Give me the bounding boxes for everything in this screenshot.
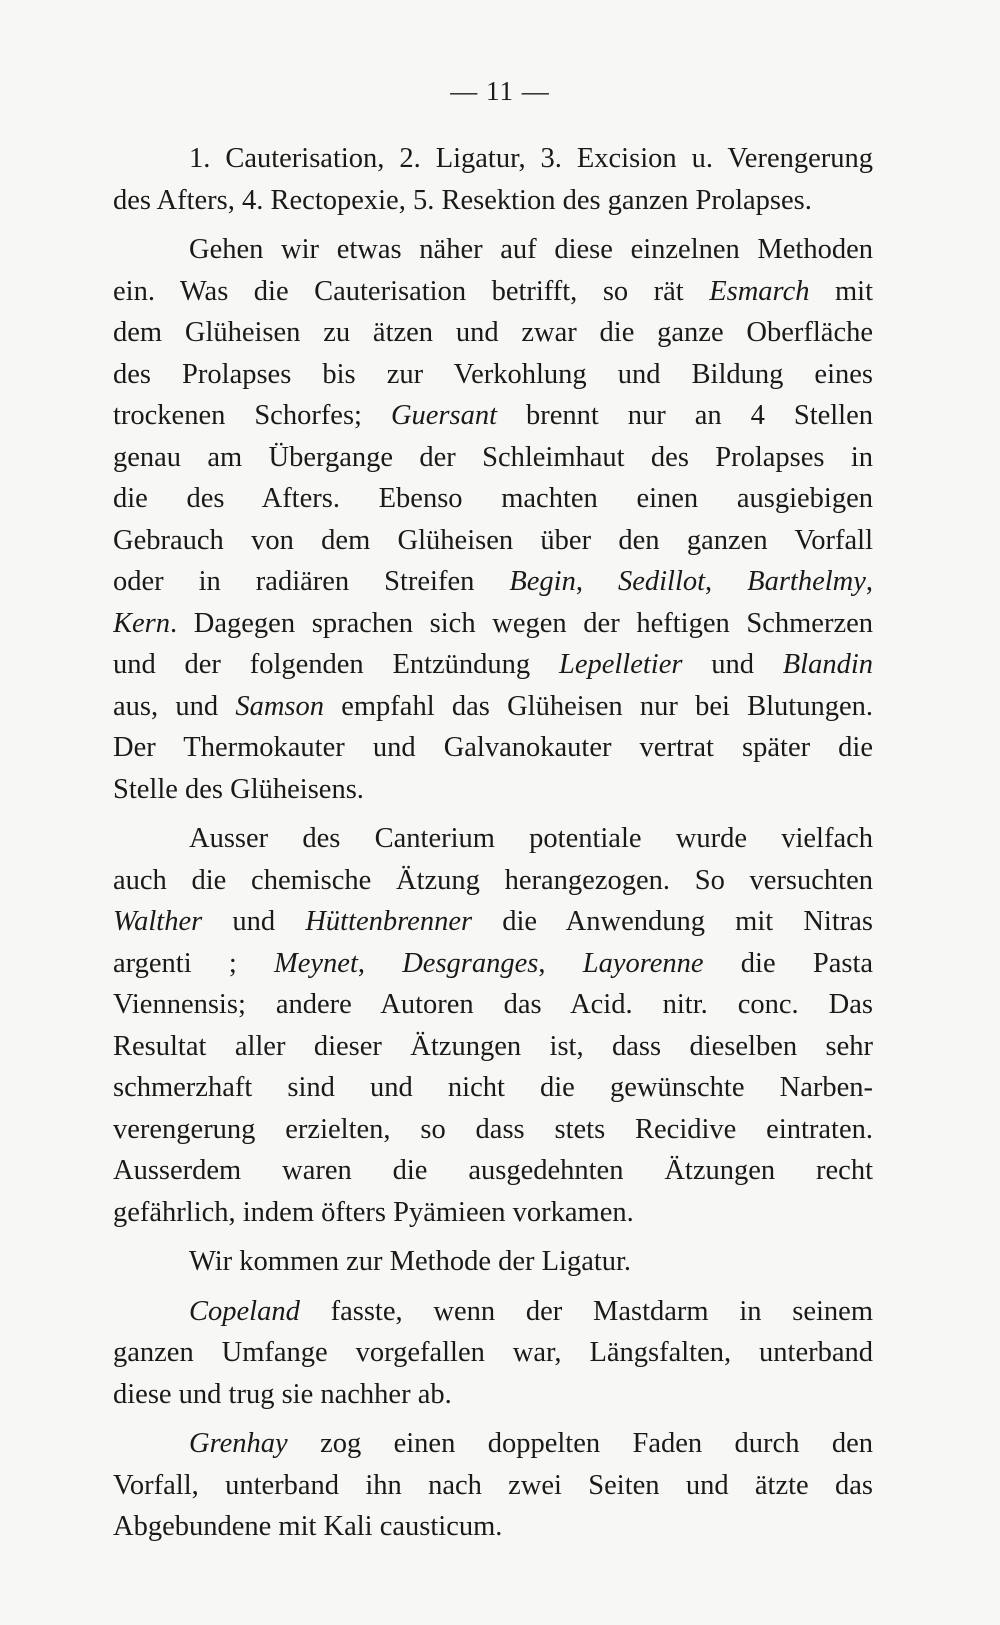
text-segment: auch die chemische Ätzung herangezogen. So versuchten — [113, 864, 873, 896]
text-line — [113, 1150, 873, 1192]
text-line — [113, 138, 873, 180]
text-segment: die Pasta — [703, 947, 873, 979]
text-segment: und — [202, 906, 306, 937]
text-segment: argenti ; — [113, 947, 274, 979]
italic-name: Blandin — [782, 649, 873, 680]
text-line — [113, 984, 873, 1026]
italic-name: Copeland — [189, 1295, 300, 1327]
italic-name: Barthelmy — [747, 566, 866, 597]
paragraph-gap — [113, 1415, 873, 1423]
text-segment: 1. Cauterisation, 2. Ligatur, 3. Excision u. Verengerung — [189, 143, 873, 174]
text-line — [113, 603, 873, 645]
text-segment: zog einen doppelten Faden durch den — [287, 1428, 873, 1459]
text-line — [113, 769, 873, 811]
text-segment: diese und trug sie nachher ab. — [113, 1378, 452, 1410]
text-segment: genau am Übergange der Schleimhaut des Prolapses in — [113, 441, 873, 473]
paragraph-gap — [113, 810, 873, 818]
text-line — [113, 354, 873, 396]
text-line — [113, 1026, 873, 1068]
text-line — [113, 1465, 873, 1507]
italic-name: Desgranges — [402, 947, 539, 979]
text-segment: Stelle des Glüheisens. — [113, 773, 364, 805]
text-segment: und — [682, 649, 783, 680]
text-segment: trockenen Schorfes; — [113, 400, 391, 431]
text-line — [113, 644, 873, 686]
text-segment: schmerzhaft sind und nicht die gewünschte Narben- — [113, 1072, 873, 1103]
italic-name: Grenhay — [189, 1428, 288, 1459]
paragraph-gap — [113, 1233, 873, 1241]
text-segment: Resultat aller dieser Ätzungen ist, dass dieselben sehr — [113, 1030, 873, 1062]
text-line — [113, 1506, 873, 1548]
text-segment: Viennensis; andere Autoren das Acid. nitr. conc. Das — [113, 989, 873, 1020]
italic-name: Meynet — [274, 947, 358, 979]
text-segment: die des Afters. Ebenso machten einen ausgiebigen — [113, 483, 873, 514]
text-line — [113, 1109, 873, 1151]
text-line — [113, 395, 873, 437]
text-line — [113, 1291, 873, 1333]
paragraph-gap — [113, 1283, 873, 1291]
paragraph — [113, 818, 873, 1233]
text-line — [113, 1192, 873, 1234]
text-line — [113, 520, 873, 562]
text-segment: Gebrauch von dem Glüheisen über den ganzen Vorfall — [113, 524, 873, 556]
paragraph-gap — [113, 221, 873, 229]
text-segment: verengerung erzielten, so dass stets Recidive eintraten. — [113, 1113, 873, 1145]
italic-name: Samson — [235, 690, 325, 722]
text-line — [113, 478, 873, 520]
italic-name: Sedillot — [617, 566, 706, 597]
text-segment: aus, und — [113, 690, 236, 722]
text-segment: die Anwendung mit Nitras — [472, 906, 873, 937]
text-line — [113, 561, 873, 603]
page-number: — 11 — — [450, 76, 550, 106]
text-segment: ganzen Umfange vorgefallen war, Längsfalten, unterband — [113, 1337, 873, 1368]
text-line — [113, 818, 873, 860]
italic-name: Esmarch — [709, 275, 810, 307]
paragraph — [113, 1291, 873, 1416]
text-line — [113, 860, 873, 902]
text-segment: dem Glüheisen zu ätzen und zwar die ganze Oberfläche — [113, 317, 873, 348]
italic-name: Lepelletier — [558, 649, 683, 680]
text-line — [113, 1423, 873, 1465]
text-segment: fasste, wenn der Mastdarm in seinem — [299, 1295, 873, 1327]
text-segment: Ausserdem waren die ausgedehnten Ätzungen recht — [113, 1155, 873, 1186]
italic-name: Begin — [509, 566, 576, 597]
text-segment: Abgebundene mit Kali causticum. — [113, 1511, 503, 1542]
paragraph — [113, 1423, 873, 1548]
text-segment: Wir kommen zur Methode der Ligatur. — [189, 1246, 632, 1277]
text-segment: oder in radiären Streifen — [113, 566, 510, 597]
text-segment: Vorfall, unterband ihn nach zwei Seiten und ätzte das — [113, 1469, 873, 1501]
paragraph — [113, 229, 873, 810]
text-line — [113, 1241, 873, 1283]
italic-name: Walther — [113, 906, 203, 937]
text-segment: gefährlich, indem öfters Pyämieen vorkamen. — [113, 1196, 634, 1228]
text-line — [113, 271, 873, 313]
text-segment: , — [357, 947, 403, 979]
text-segment: . Dagegen sprachen sich wegen der heftigen Schmerzen — [170, 607, 873, 639]
italic-name: Hüttenbrenner — [305, 906, 473, 937]
text-line — [113, 1374, 873, 1416]
text-segment: , — [575, 566, 618, 597]
text-segment: empfahl das Glüheisen nur bei Blutungen. — [324, 690, 873, 722]
text-segment: Ausser des Canterium potentiale wurde vielfach — [189, 823, 873, 854]
text-segment: und der folgenden Entzündung — [113, 649, 559, 680]
text-segment: , — [865, 566, 873, 597]
text-segment: brennt nur an 4 Stellen — [497, 400, 873, 431]
text-segment: , — [705, 566, 748, 597]
text-line — [113, 943, 873, 985]
text-line — [113, 727, 873, 769]
text-segment: des Prolapses bis zur Verkohlung und Bildung eines — [113, 358, 873, 390]
text-line — [113, 229, 873, 271]
text-line — [113, 686, 873, 728]
text-line — [113, 901, 873, 943]
text-line — [113, 437, 873, 479]
text-line — [113, 180, 873, 222]
text-segment: mit — [809, 275, 873, 307]
body-text — [113, 138, 873, 1548]
text-segment: Gehen wir etwas näher auf diese einzelnen Methoden — [189, 234, 873, 265]
text-line — [113, 312, 873, 354]
text-segment: Der Thermokauter und Galvanokauter vertrat später die — [113, 732, 873, 763]
paragraph — [113, 138, 873, 221]
italic-name: Layorenne — [582, 947, 704, 979]
text-line — [113, 1332, 873, 1374]
italic-name: Guersant — [390, 400, 498, 431]
paragraph — [113, 1241, 873, 1283]
text-segment: des Afters, 4. Rectopexie, 5. Resektion des ganzen Prolapses. — [113, 184, 812, 216]
italic-name: Kern — [113, 607, 170, 639]
text-segment: , — [538, 947, 583, 979]
text-line — [113, 1067, 873, 1109]
text-segment: ein. Was die Cauterisation betrifft, so rät — [113, 275, 710, 307]
